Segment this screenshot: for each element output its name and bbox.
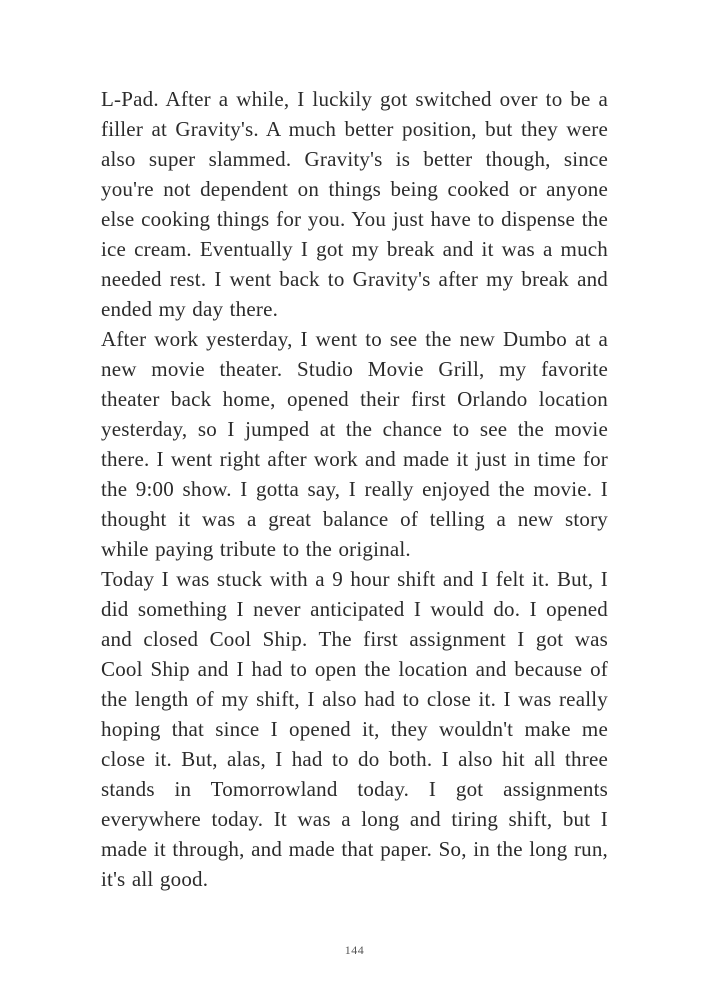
page-number: 144 — [344, 943, 365, 957]
page-body — [101, 84, 608, 894]
paragraph-3: Today I was stuck with a 9 hour shift and I felt it. But, I did something I never anticipated I would do. I opened and closed Cool Ship. The first assignment I got was Cool Ship and I had to open the location and because of the length of my shift, I also had to close it. I was really hoping that since I opened it, they wouldn't make me close it. But, alas, I had to do both. I also hit all three stands in Tomorrowland today. I got assignments everywhere today. It was a long and tiring shift, but I made it through, and made that paper. So, in the long run, it's all good. — [101, 567, 608, 891]
paragraph-1: L-Pad. After a while, I luckily got switched over to be a filler at Gravity's. A much better position, but they were also super slammed. Gravity's is better though, since you're not dependent on things being cooked or anyone else cooking things for you. You just have to dispense the ice cream. Eventually I got my break and it was a much needed rest. I went back to Gravity's after my break and ended my day there. — [101, 87, 608, 321]
paragraph-2: After work yesterday, I went to see the new Dumbo at a new movie theater. Studio Movie Grill, my favorite theater back home, opened their first Orlando location yesterday, so I jumped at the chance to see the movie there. I went right after work and made it just in time for the 9:00 show. I gotta say, I really enjoyed the movie. I thought it was a great balance of telling a new story while paying tribute to the original. — [101, 327, 608, 561]
